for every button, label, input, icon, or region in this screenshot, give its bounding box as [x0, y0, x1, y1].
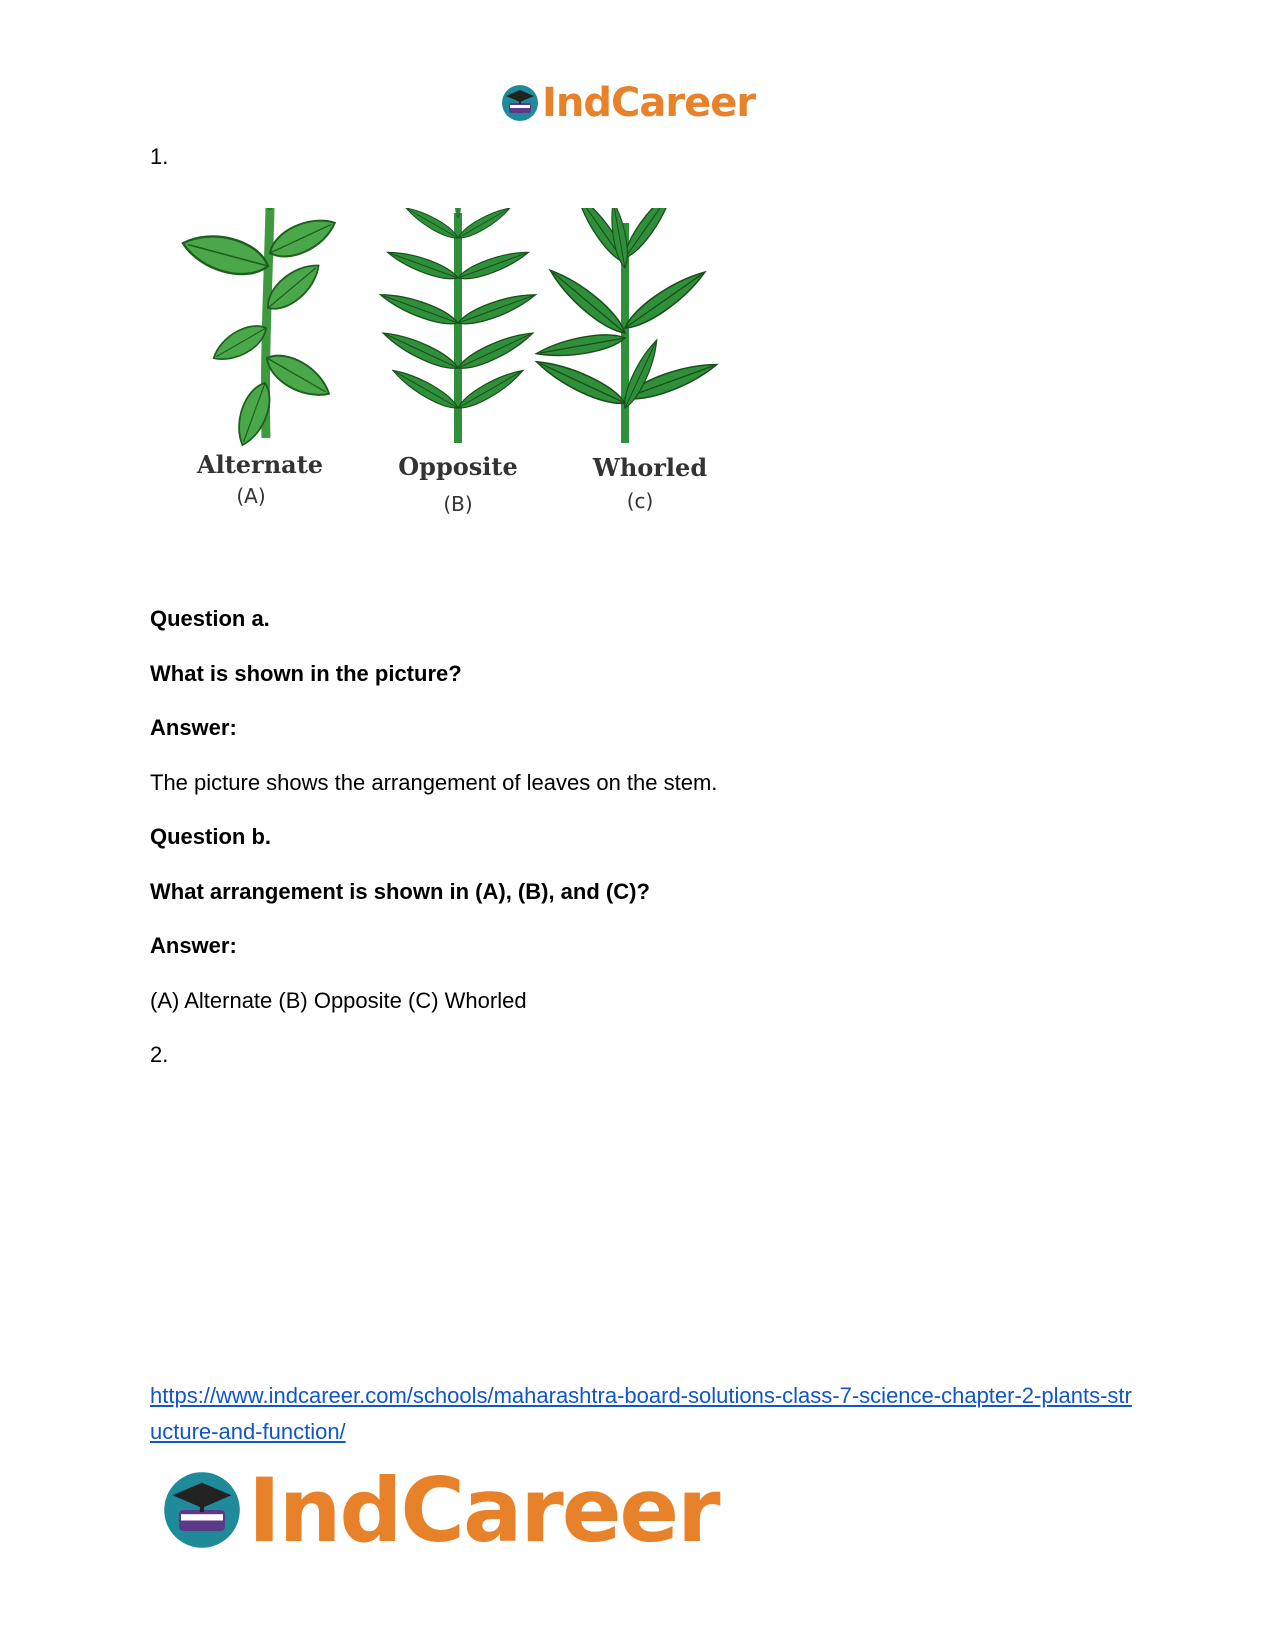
- graduation-cap-book-icon: [160, 1468, 244, 1552]
- header-logo: [500, 78, 755, 128]
- whorled-plant-drawing: [533, 208, 720, 443]
- leaf-arrangement-figure: [158, 208, 758, 548]
- answer-a-text: The picture shows the arrangement of leaves on the stem.: [150, 770, 718, 795]
- label-opposite: Opposite: [398, 452, 518, 481]
- question-number: 1.: [150, 144, 169, 169]
- label-whorled: Whorled: [592, 453, 708, 482]
- alternate-plant-drawing: [179, 208, 341, 449]
- answer-a-label: Answer:: [150, 715, 237, 740]
- answer-b-label: Answer:: [150, 933, 237, 958]
- label-a: (A): [236, 484, 266, 508]
- footer-logo: [160, 1460, 719, 1560]
- question-a-label: Question a.: [150, 606, 270, 631]
- question-a-text: What is shown in the picture?: [150, 661, 462, 686]
- logo-wordmark: IndCareer: [248, 1458, 719, 1562]
- opposite-plant-drawing: [378, 208, 538, 443]
- answer-b-text: (A) Alternate (B) Opposite (C) Whorled: [150, 988, 527, 1013]
- graduation-cap-book-icon: [500, 83, 540, 123]
- source-link[interactable]: https://www.indcareer.com/schools/maharashtra-board-solutions-class-7-science-chapter-2-plants-structure-and-function/: [150, 1383, 1132, 1444]
- question-number: 2.: [150, 1042, 169, 1067]
- label-alternate: Alternate: [196, 450, 324, 479]
- label-b: (B): [443, 492, 473, 516]
- question-b-text: What arrangement is shown in (A), (B), and (C)?: [150, 879, 650, 904]
- logo-wordmark: IndCareer: [542, 80, 756, 126]
- label-c: (c): [626, 489, 654, 513]
- question-b-label: Question b.: [150, 824, 271, 849]
